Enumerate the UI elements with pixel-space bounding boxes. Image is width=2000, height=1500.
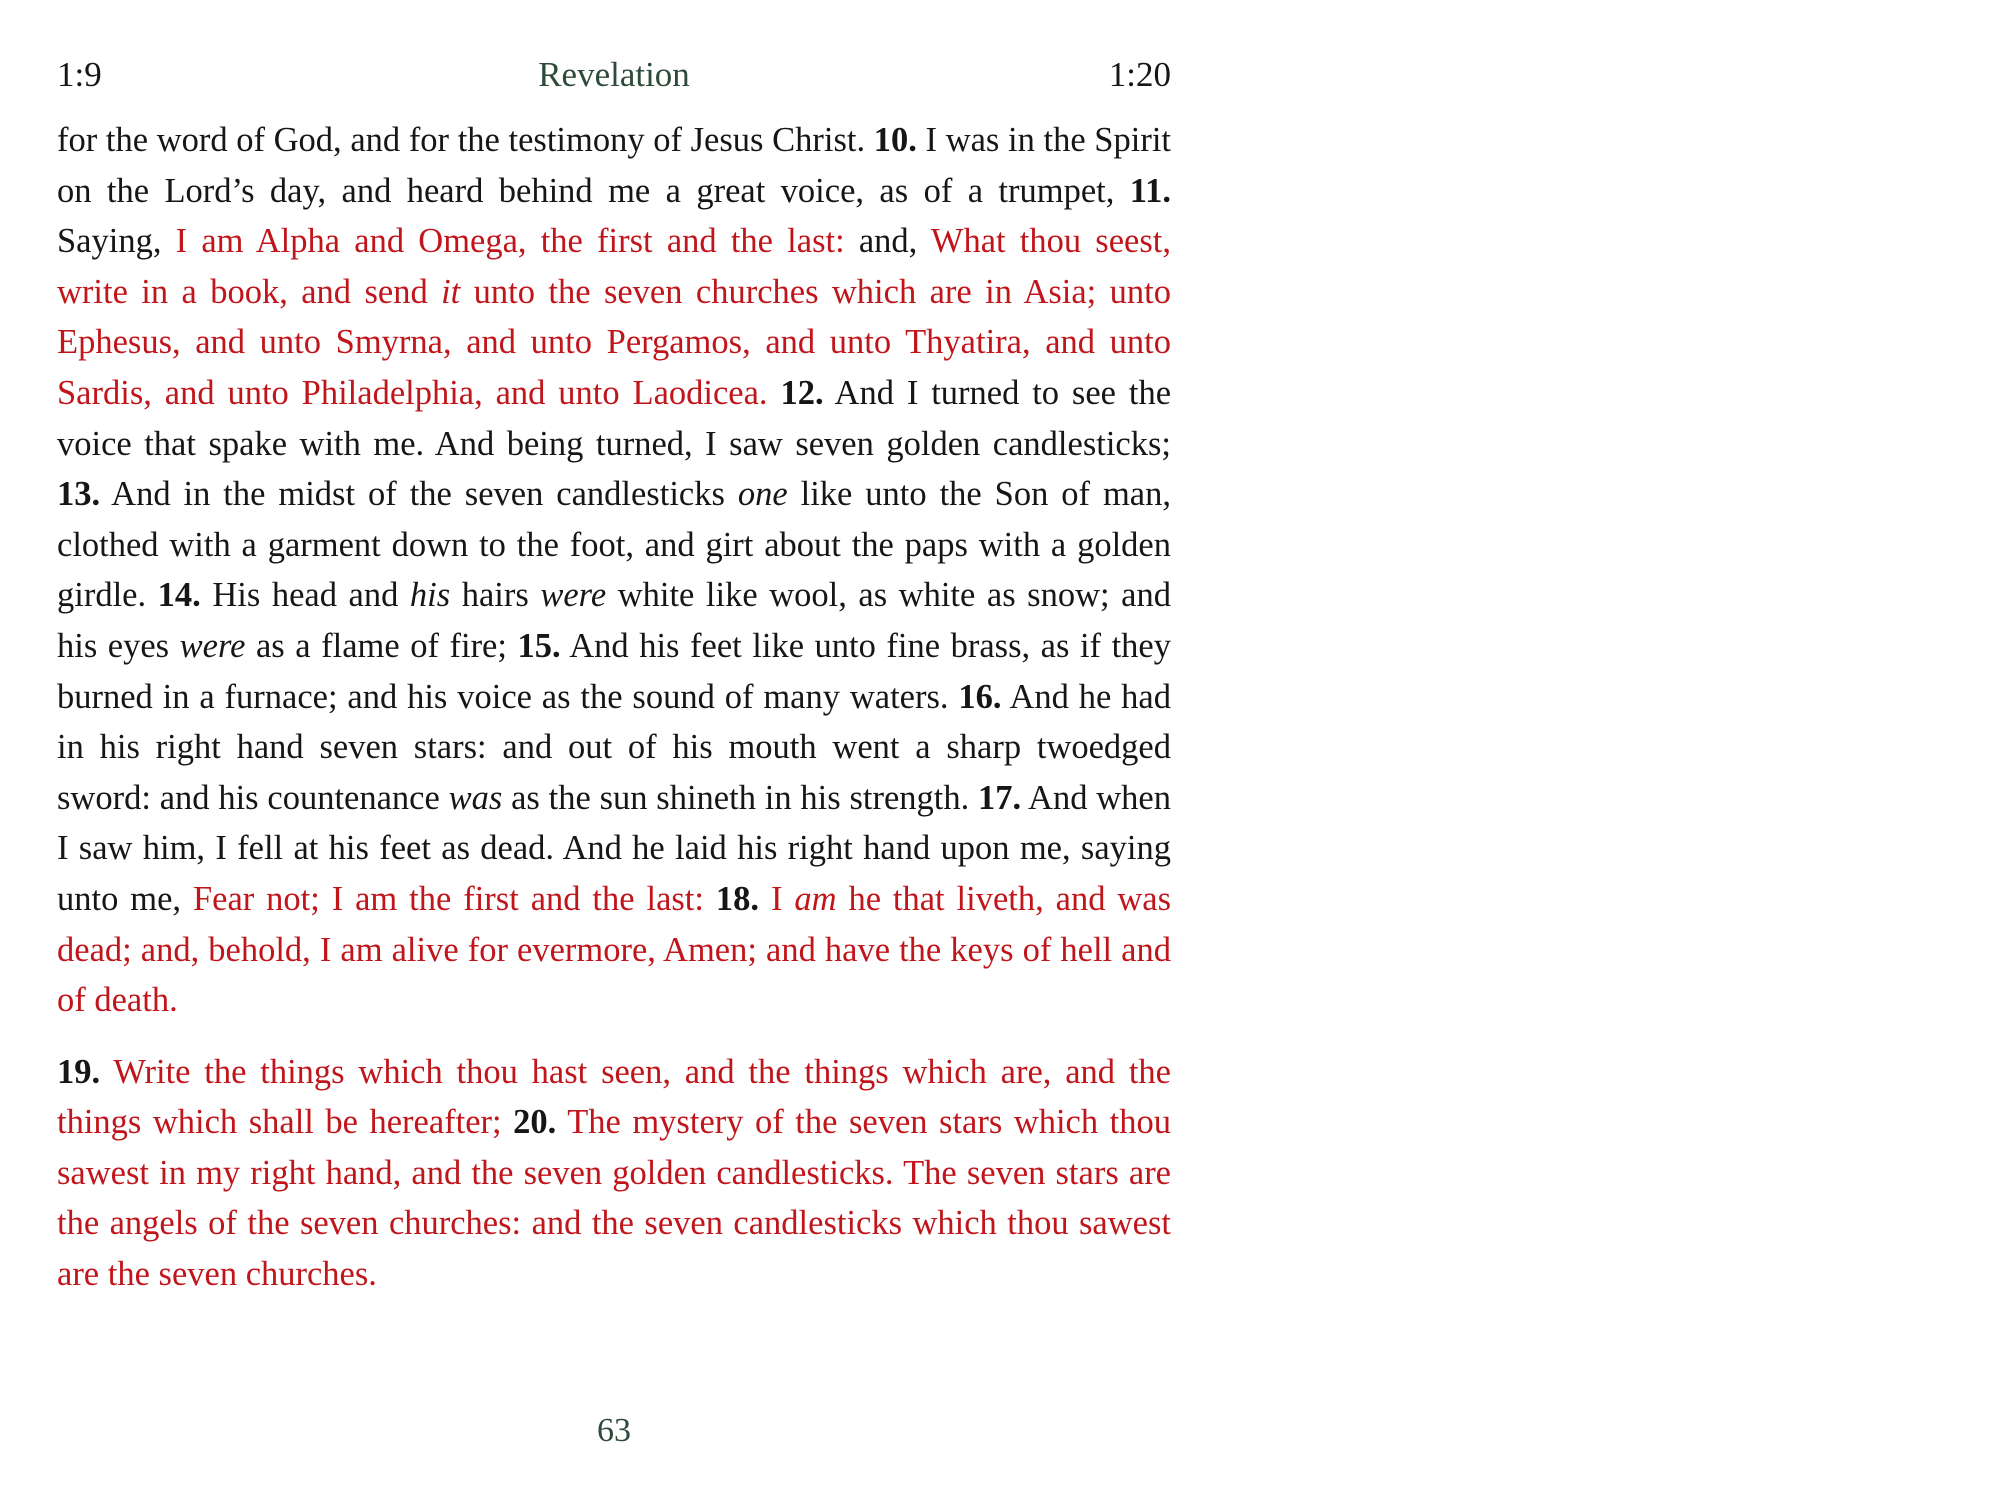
- verse-text: [704, 880, 716, 918]
- words-of-christ: I am Alpha and Omega, the first and the last:: [175, 222, 845, 261]
- words-of-christ-supplied-word: am: [794, 879, 837, 918]
- verse-text: [556, 1103, 567, 1141]
- supplied-word: was: [448, 778, 503, 817]
- book-title: Revelation: [538, 55, 690, 94]
- verse-text: [100, 1053, 113, 1091]
- verse-text: as a flame of fire;: [245, 626, 518, 665]
- verse-text: [768, 374, 781, 412]
- words-of-christ: Fear not; I am the first and the last:: [192, 879, 704, 918]
- verse-text: I was in the Spirit on the Lord’s day, and heard behind me a great voice, as of a trumpet,: [57, 121, 1171, 210]
- verse-text: And he had in his right hand seven stars: and out of his mouth went a sharp twoedged sword: and his countenance: [57, 677, 1171, 817]
- verse-text: like unto the Son of man, clothed with a garment down to the foot, and girt about the paps with a golden girdle.: [57, 475, 1171, 615]
- verse-number: 20.: [513, 1103, 557, 1142]
- supplied-word: one: [737, 475, 788, 514]
- first-verse-reference: 1:9: [57, 55, 102, 94]
- verse-text: And I turned to see the voice that spake with me. And being turned, I saw seven golden candlesticks;: [57, 373, 1172, 463]
- words-of-christ: What thou seest, write in a book, and send: [57, 222, 1171, 311]
- verse-text: as the sun shineth in his strength.: [502, 778, 979, 817]
- verse-number: 13.: [57, 475, 101, 514]
- verse-number: 15.: [517, 626, 561, 665]
- verse-text: And his feet like unto fine brass, as if they burned in a furnace; and his voice as the sound of many waters.: [57, 626, 1171, 716]
- page-number: 63: [597, 1412, 631, 1449]
- paragraph: [57, 1047, 1171, 1300]
- paragraph: [57, 115, 1171, 1026]
- supplied-word: were: [179, 626, 246, 665]
- verse-number: 10.: [873, 121, 917, 159]
- supplied-word: were: [540, 576, 607, 615]
- verse-number: 11.: [1129, 171, 1171, 210]
- book-page: [57, 0, 1171, 1500]
- running-head: [57, 52, 1171, 98]
- words-of-christ-supplied-word: it: [441, 272, 461, 311]
- verse-text: Saying,: [57, 222, 176, 261]
- verse-text: And in the midst of the seven candlesticks: [100, 475, 738, 514]
- verse-number: 19.: [57, 1052, 101, 1091]
- verse-text: hairs: [450, 576, 541, 615]
- words-of-christ: he that liveth, and was dead; and, behold, I am alive for evermore, Amen; and have the keys of hell and of death.: [57, 879, 1172, 1020]
- words-of-christ: Write the things which thou hast seen, and the things which are, and the things which shall be hereafter;: [57, 1052, 1171, 1142]
- words-of-christ: I: [770, 879, 795, 918]
- verse-number: 14.: [157, 576, 201, 615]
- verse-text: white like wool, as white as snow; and his eyes: [57, 576, 1171, 665]
- supplied-word: his: [409, 576, 451, 615]
- verse-number: 16.: [958, 677, 1002, 716]
- verse-number: 18.: [715, 879, 760, 918]
- verse-text: His head and: [200, 576, 410, 615]
- words-of-christ: unto the seven churches which are in Asia; unto Ephesus, and unto Smyrna, and unto Pergamos, and unto Thyatira, and unto Sardis, and unto Philadelphia, and unto Laodicea.: [57, 272, 1171, 412]
- verse-text: [759, 880, 771, 918]
- words-of-christ: The mystery of the seven stars which thou sawest in my right hand, and the seven golden candlesticks. The seven stars are the angels of the seven churches: and the seven candlesticks which thou sawest are the seven churches.: [57, 1103, 1171, 1294]
- verse-number: 17.: [978, 778, 1022, 817]
- last-verse-reference: 1:20: [1108, 55, 1171, 94]
- verse-text: [502, 1103, 514, 1141]
- scripture-text: [57, 115, 1171, 1300]
- verse-text: And when I saw him, I fell at his feet as dead. And he laid his right hand upon me, saying unto me,: [57, 778, 1171, 918]
- verse-text: and,: [844, 222, 931, 261]
- verse-number: 12.: [780, 373, 824, 412]
- verse-text: for the word of God, and for the testimony of Jesus Christ.: [57, 121, 874, 159]
